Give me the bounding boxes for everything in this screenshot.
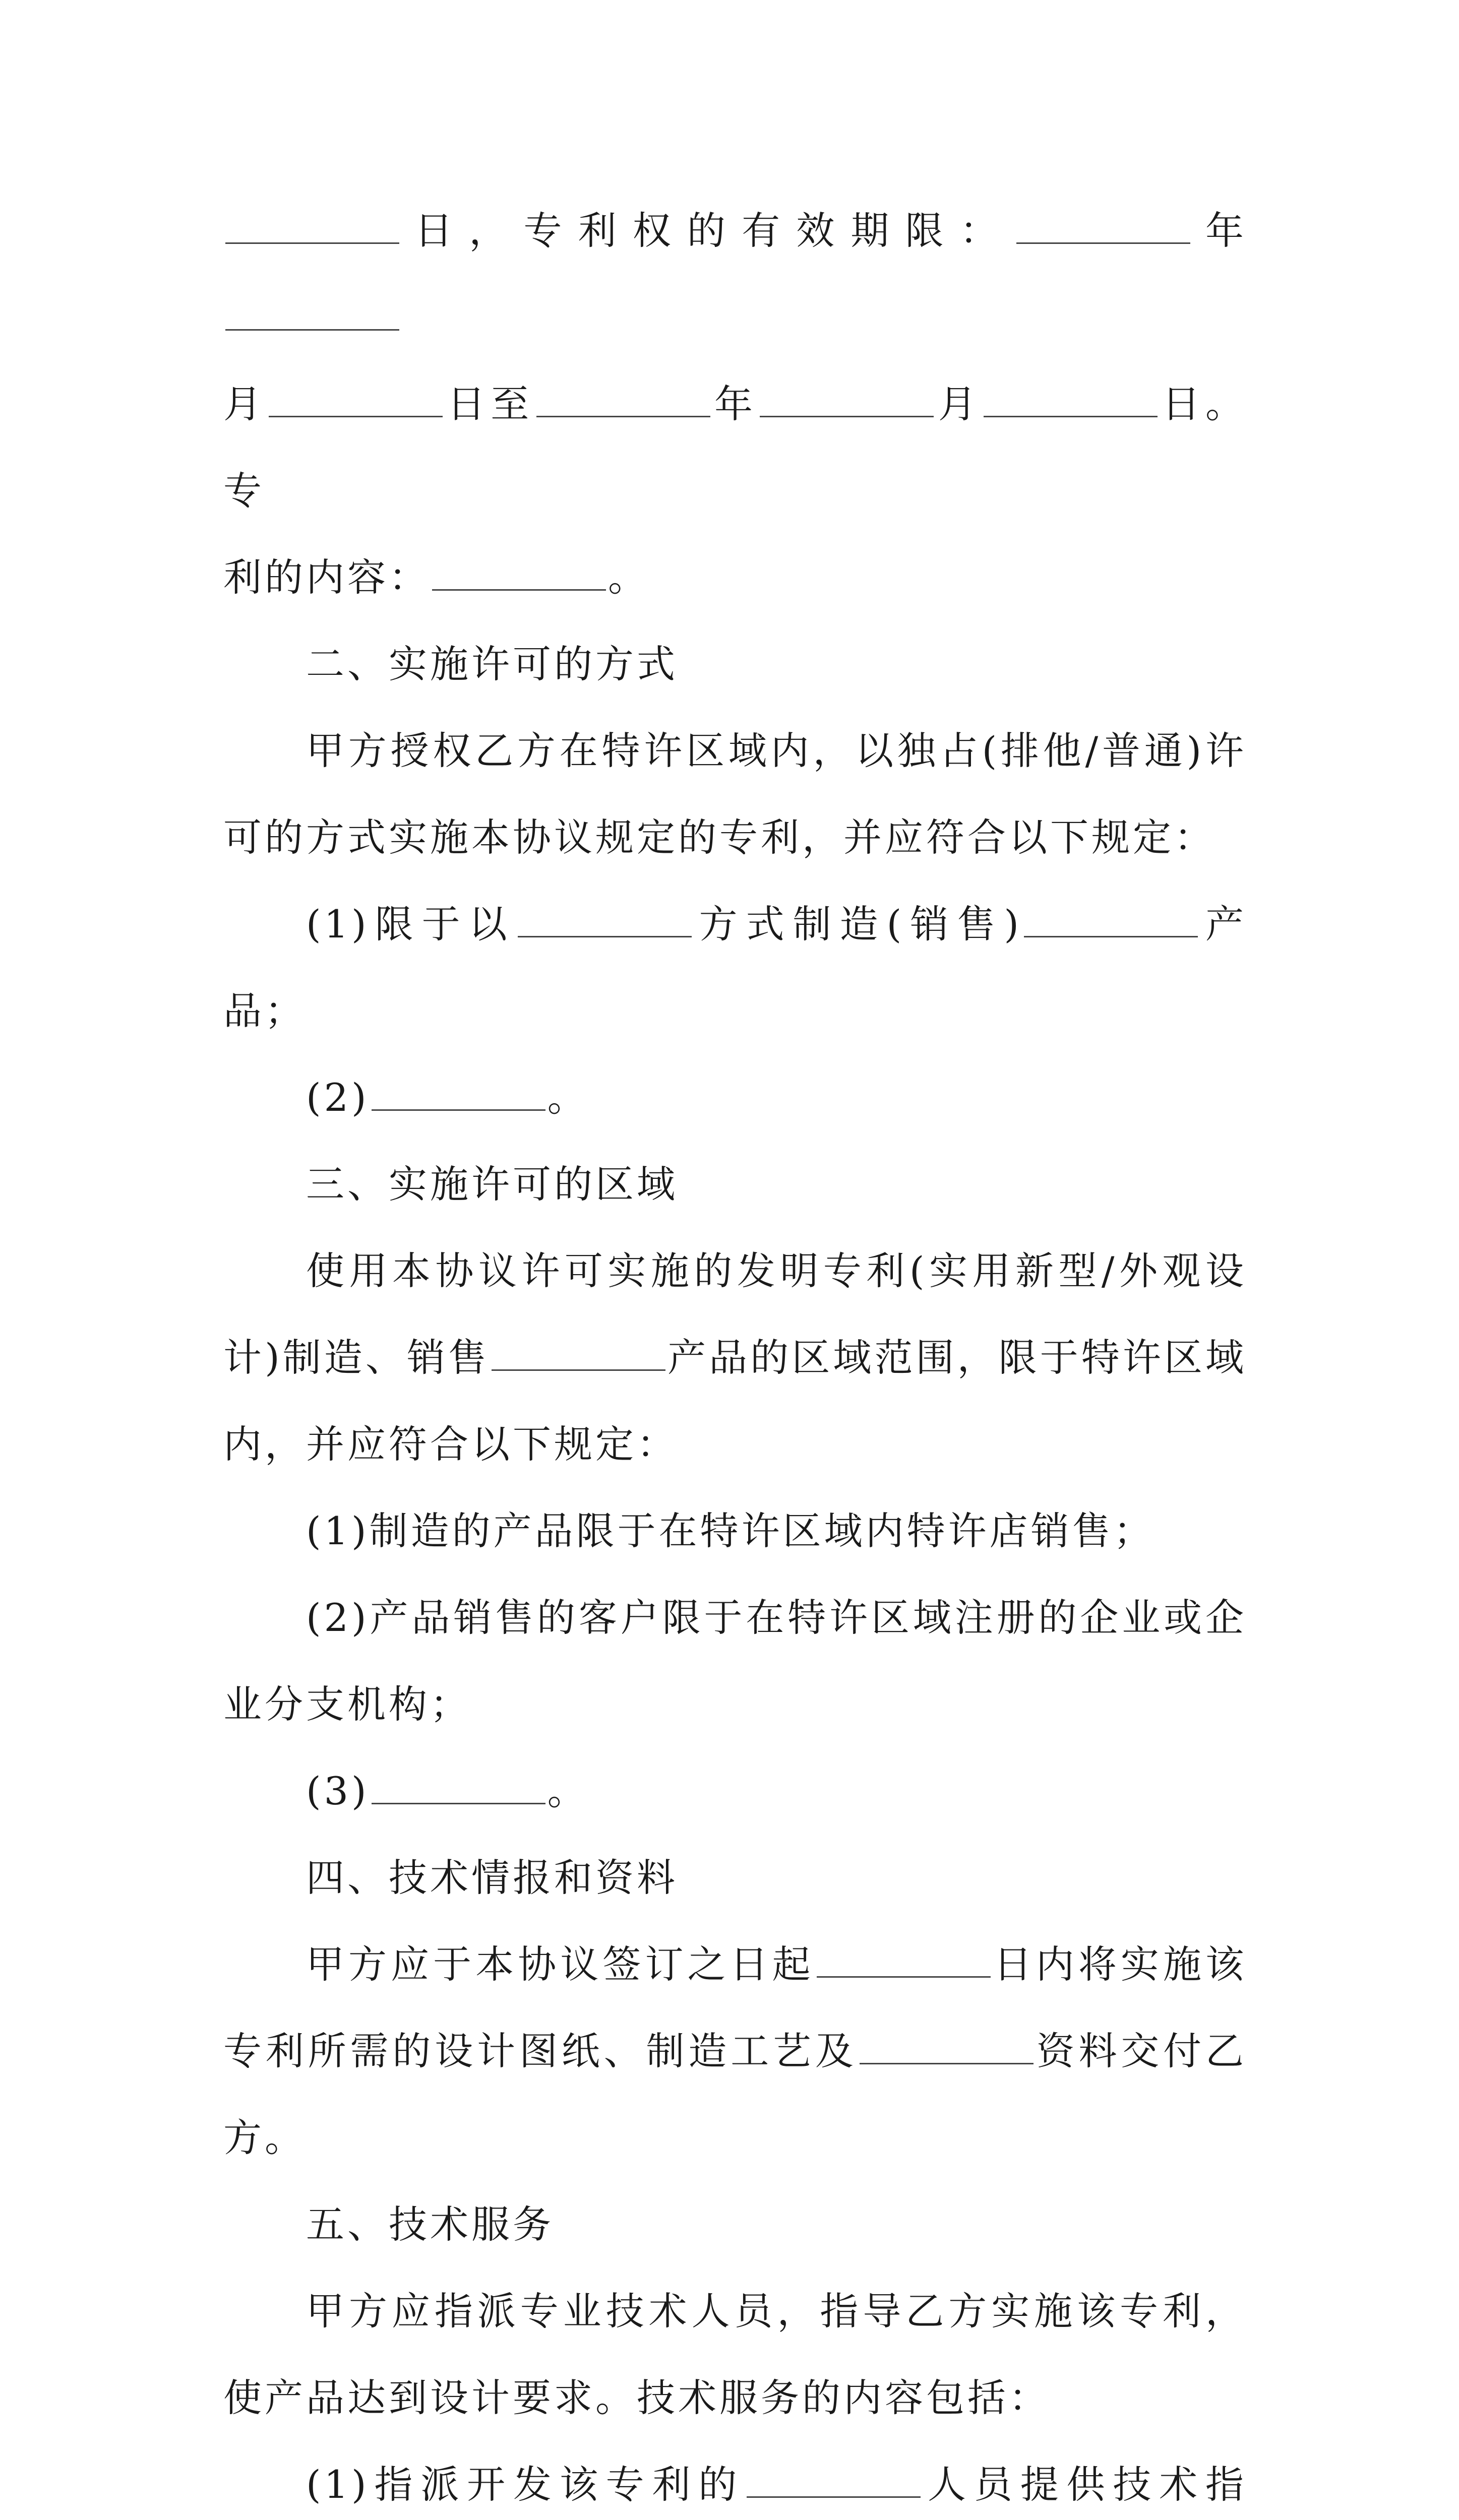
paragraph <box>223 187 1247 361</box>
paragraph-text: 方式制造(销售) <box>693 902 1022 947</box>
paragraph-text: 二、实施许可的方式 <box>306 642 678 686</box>
paragraph-text: 使用本协议许可实施的发明专利(实用新型/外观设计)制造、销售 <box>223 1248 1247 1380</box>
fill-in-blank <box>1024 906 1198 937</box>
document-body <box>223 187 1247 2520</box>
paragraph-text: (1)指派开发该专利的 <box>306 2462 745 2507</box>
paragraph <box>223 1835 1247 1921</box>
fill-in-blank <box>760 386 934 417</box>
paragraph <box>223 1748 1247 1835</box>
fill-in-blank <box>432 559 606 591</box>
fill-in-blank <box>492 1339 665 1371</box>
paragraph-text: 。 <box>547 1769 589 1813</box>
fill-in-blank <box>817 1946 991 1978</box>
paragraph-text: 。 <box>608 555 649 600</box>
paragraph <box>223 1921 1247 2181</box>
fill-in-blank <box>225 299 399 331</box>
paragraph-text: 甲方应于本协议签订之日起 <box>306 1942 815 1987</box>
paragraph-text: 五、技术服务 <box>306 2202 554 2247</box>
paragraph <box>223 2268 1247 2441</box>
paragraph-text: 年 <box>712 382 758 426</box>
paragraph-text: 月 <box>223 382 267 426</box>
paragraph-text: 日内将实施该专利所需的设计图纸、制造工艺及 <box>223 1942 1247 2073</box>
fill-in-blank <box>747 2466 921 2498</box>
paragraph-text: 资料交付乙方。 <box>223 2029 1247 2160</box>
paragraph-text: 利的内容： <box>223 555 430 600</box>
fill-in-blank <box>518 906 692 937</box>
paragraph-text: 日至 <box>445 382 534 426</box>
paragraph-text: 。 <box>547 1075 589 1120</box>
fill-in-blank <box>536 386 710 417</box>
paragraph-text: 甲方授权乙方在特许区域内，以独占(排他/普通)许可的方式实施本协议规定的专利，并应符合以下规定： <box>223 728 1247 860</box>
paragraph <box>223 1141 1247 1228</box>
paragraph <box>223 2441 1247 2520</box>
paragraph-text: 人员提供技术指 <box>923 2462 1247 2507</box>
paragraph-text: 甲方应指派专业技术人员，指导乙方实施该专利，使产品达到设计要求。技术服务的内容包括： <box>223 2289 1247 2420</box>
fill-in-blank <box>225 212 399 244</box>
paragraph-text: (3) <box>306 1769 370 1813</box>
paragraph-text: (1)制造的产品限于在特许区域内特许店销售； <box>306 1508 1155 1553</box>
paragraph <box>223 1228 1247 1488</box>
paragraph-text: 月 <box>936 382 982 426</box>
paragraph <box>223 1054 1247 1141</box>
paragraph-text: 日。专 <box>223 382 1247 513</box>
fill-in-blank <box>269 386 443 417</box>
paragraph <box>223 1574 1247 1748</box>
fill-in-blank <box>372 1773 545 1804</box>
paragraph-text: 产品的区域范围，限于特许区域内，并应符合以下规定： <box>223 1335 1247 1467</box>
paragraph-text: (2) <box>306 1075 370 1120</box>
paragraph <box>223 708 1247 881</box>
paragraph-text: 四、技术情报和资料 <box>306 1855 678 1900</box>
fill-in-blank <box>860 2033 1034 2064</box>
paragraph <box>223 1488 1247 1574</box>
paragraph-text: 年 <box>1192 208 1247 253</box>
paragraph <box>223 881 1247 1054</box>
paragraph-text: 产品； <box>223 902 1247 1033</box>
paragraph <box>223 621 1247 708</box>
paragraph-text: (2)产品销售的客户限于在特许区域注册的企业或企业分支机构； <box>223 1595 1247 1727</box>
paragraph-text: 三、实施许可的区域 <box>306 1162 678 1207</box>
fill-in-blank <box>372 1079 545 1111</box>
paragraph <box>223 534 1247 621</box>
paragraph <box>223 2181 1247 2268</box>
paragraph <box>223 361 1247 534</box>
fill-in-blank <box>984 386 1158 417</box>
paragraph-text: (1)限于以 <box>306 902 516 947</box>
fill-in-blank <box>1016 212 1190 244</box>
paragraph-text: 日，专利权的有效期限： <box>401 208 1014 253</box>
